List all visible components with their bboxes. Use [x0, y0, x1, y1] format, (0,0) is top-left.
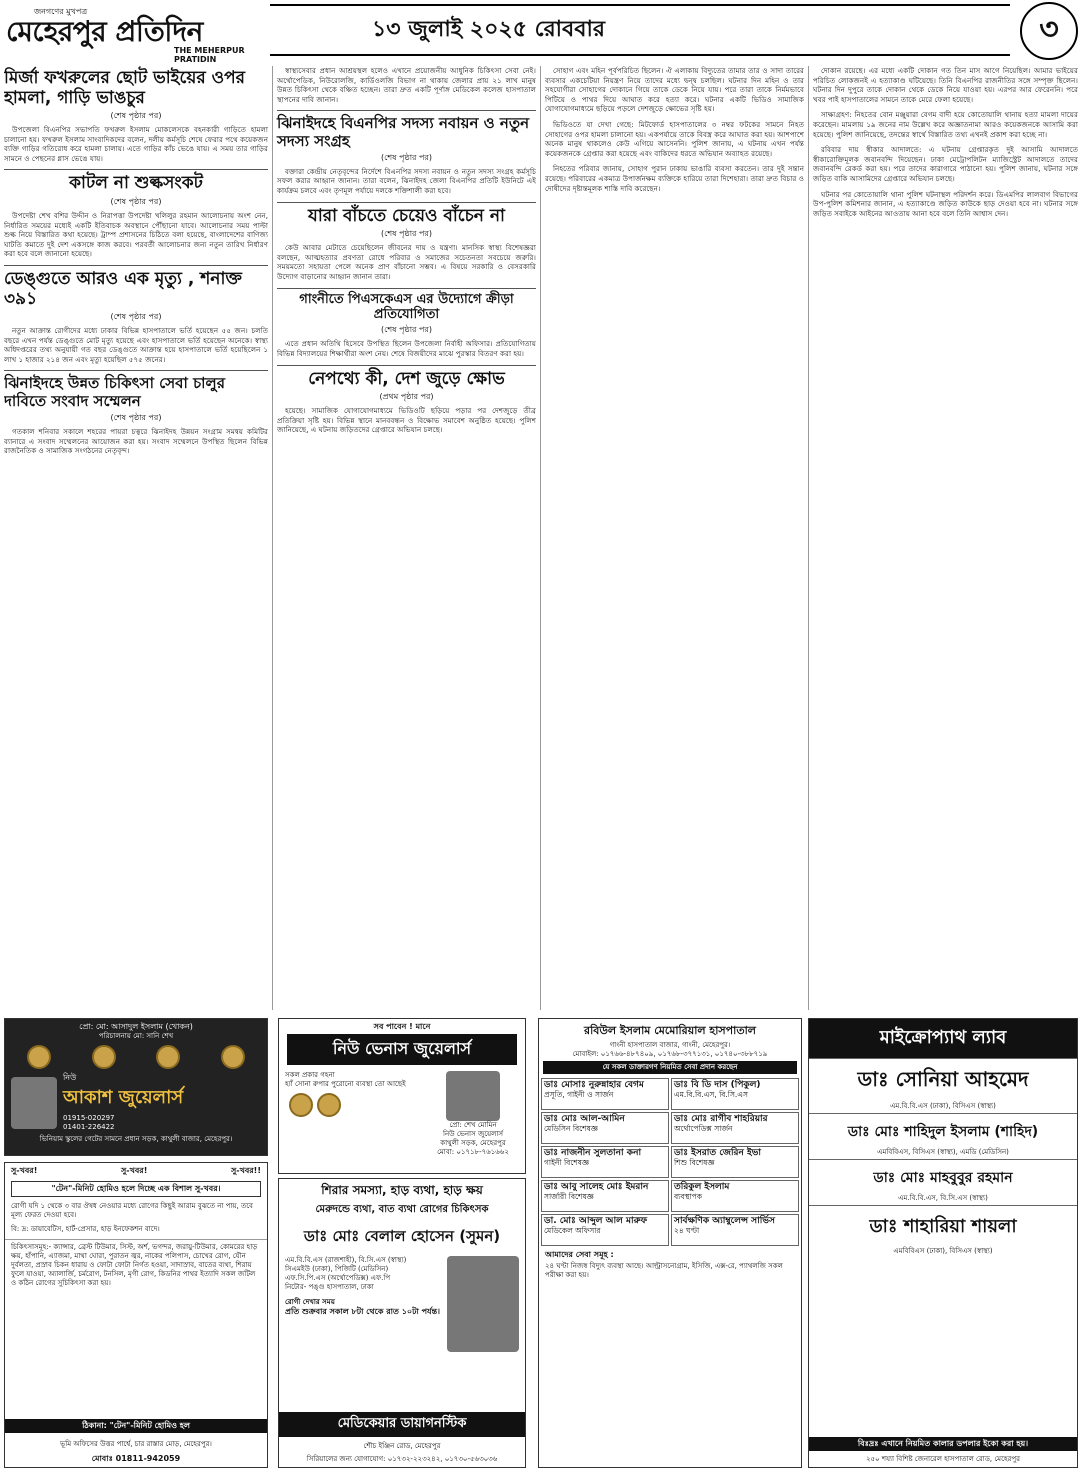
story-headline: ঝিনাইদহে বিএনপির সদস্য নবায়ন ও নতুন সদস্য সংগ্রহ	[277, 114, 530, 150]
doctor-entry-name: ডাঃ বি ডি দাস (পিকুল)	[674, 1080, 761, 1090]
doctor-entry-note: শিশু বিশেষজ্ঞ	[674, 1158, 715, 1167]
divider	[4, 370, 268, 371]
lab-doctor-name: ডাঃ মোঃ মাহবুবুর রহমান	[873, 1170, 1013, 1186]
story-tariff-crisis	[4, 174, 268, 259]
venus-brand: নিউ ভেনাস জুয়েলার্স	[287, 1034, 517, 1065]
story-sohag-murder-4	[813, 66, 1078, 104]
story-body: ঘটনার পর কোতোয়ালি থানা পুলিশ ঘটনাস্থল পরিদর্শন করে। ডিএমপির লালবাগ বিভাগের উপ-পুলিশ কমিশনার জানান, এ হত্যাকাণ্ডে জড়িত কাউকে ছাড় দেওয়া হবে না। ঘটনার সঙ্গে জড়িত সবাইকে আইনের আওতায় আনা হবে বলে তিনি আশ্বাস দেন।	[813, 189, 1078, 218]
ad-dr-belal-hossain	[278, 1178, 526, 1468]
ad-robiul-islam-hospital	[538, 1018, 802, 1468]
doctor-entry-note: ২৪ ঘণ্টা	[674, 1226, 700, 1235]
doctor-entry-note: গাইনী বিশেষজ্ঞ	[544, 1158, 590, 1167]
venus-owner: প্রো: শেখ মোমিন	[449, 1121, 497, 1129]
doctor-ad-subhead: মেরুদন্ডে ব্যথা, বাত ব্যথা রোগের চিকিৎসক	[315, 1204, 489, 1215]
story-body: দোকান রয়েছে। এর মধ্যে একটি দোকান গত তিন মাস আগে নিয়েছিল। আমার ভাইয়ের পরিচিত লোকজনই এ হত্যাকাণ্ড ঘটিয়েছে। তিনি বিএনপির রাজনীতির সঙ্গে সম্পৃক্ত ছিলেন। ঘটনার দিন দুপুরে তাকে দোকান থেকে ডেকে নিয়ে যাওয়া হয়। এরপর আর ফেরেননি। পরে খবর পাই হাসপাতালের সামনে তাকে মেরে ফেলা হয়েছে।	[813, 66, 1078, 104]
venus-phone: মোবা: ০১৭১৮-৭৬১৬৬২	[437, 1148, 509, 1156]
story-body: সোহাগ এবং মহিন পূর্বপরিচিত ছিলেন। ঐ এলাকায় বিদ্যুতের তামার তার ও সাদা তারের ব্যবসার একচেটিয়া নিয়ন্ত্রণ নিয়ে তাদের মধ্যে দ্বন্দ্ব চলছিল। ঘটনার দিন মহিন ও তার সহযোগীরা সোহাগের দোকানে গিয়ে তাকে ডেকে নিয়ে যায়। পরে তারা তাকে নির্মমভাবে পিটিয়ে ও পাথর দিয়ে আঘাত করে হত্যা করে। ঘটনার একটি ভিডিও সামাজিক যোগাযোগমাধ্যমে ছড়িয়ে পড়লে দেশজুড়ে ক্ষোভের সৃষ্টি হয়।	[545, 66, 804, 114]
doctor-entry-note: মেডিসিন বিশেষজ্ঞ	[544, 1124, 598, 1133]
story-fakhrul-brother	[4, 69, 268, 163]
newspaper-title: মেহেরপুর প্রতিদিন	[6, 15, 203, 48]
good-news-tag: সু-খবর!!	[230, 1166, 261, 1175]
story-body: রবিবার দায় স্বীকার আদালতে: এ ঘটনায় গ্রেপ্তারকৃত দুই আসামি আদালতে স্বীকারোক্তিমূলক জবানবন্দি দিয়েছেন। ঢাকা মেট্রোপলিটন ম্যাজিস্ট্রেট আদালতে তাদের জবানবন্দি রেকর্ড করা হয়। পরে তাদের কারাগারে পাঠানো হয়। পুলিশ জানায়, ঘটনার সঙ্গে জড়িত বাকি আসামিদের গ্রেপ্তারে অভিযান চলছে।	[813, 145, 1078, 183]
story-sohag-murder-1	[545, 66, 804, 114]
story-nationwide-anger	[277, 370, 536, 435]
divider	[277, 202, 536, 203]
good-news-tag: সু-খবর!	[11, 1166, 38, 1175]
doctor-entry-name: ডাঃ মোসাঃ নুরুন্নাহার বেগম	[544, 1080, 644, 1090]
doctor-entry-note: ব্যবস্থাপক	[674, 1192, 703, 1201]
ad-phone: 01401-226422	[63, 1123, 115, 1131]
venus-owner-sub: নিউ ভেনাস জুয়েলার্স	[442, 1130, 504, 1138]
venus-address: কাথুলী সড়ক, মেহেরপুর	[440, 1139, 506, 1147]
homeo-treatments: চিকিৎসাসমূহ:- ক্যান্সার, ব্রেস্ট টিউমার, সিস্ট, অর্শ, ভগন্দর, জরায়ু-টিউমার, কোমরের হাড় ক্ষয়, হাঁপানি, এ্যাজমা, মাথা ঘোরা, পুরাতন জ্বর, নাকের পলিপাস, চোখের রোগ, যৌন দুর্বলতা, প্রস্রাব চিকন ধারায় ও ফোটা ফোটা নির্গত হওয়া, সাদাস্রাব, বাতের ব্যথা, শিরায় ফুলে যাওয়া, অ্যালার্জি, চর্মরোগ, টনসিল, মৃগী রোগ, কিডনির পাথর ইত্যাদি সকল জটিল ও কঠিন রোগের সুচিকিৎসা করা হয়।	[5, 1239, 267, 1291]
story-body: নতুন আক্রান্ত রোগীদের মধ্যে ঢাকার বিভিন্ন হাসপাতালে ভর্তি হয়েছেন ৫৫ জন। চলতি বছরে এখন পর্যন্ত ডেঙ্গুতে মোট মৃত্যু হয়েছে এবং হাসপাতালে ভর্তি হয়েছেন অনেকে। স্বাস্থ্য অধিদপ্তরের তথ্য অনুযায়ী গত বছর ডেঙ্গুতে আক্রান্ত হয়ে হাসপাতালে ভর্তি হয়েছিলেন ১ লাখ ১ হাজার ২১৪ জন এবং মৃত্যু হয়েছিল ৫৭৫ জনের।	[4, 326, 268, 364]
diagnostic-center: মেডিকেয়ার ডায়াগনস্টিক	[279, 1412, 525, 1437]
lab-doctor-degree: এমবিবিএস, বিসিএস (স্বাস্থ্য), এমডি (মেডিসিন)	[877, 1148, 1009, 1156]
story-body: নিহতের পরিবার জানায়, সোহাগ পুরান ঢাকায় ভাঙারি ব্যবসা করতেন। তার দুই সন্তান রয়েছে। পরিবারের একমাত্র উপার্জনক্ষম ব্যক্তিকে হারিয়ে তারা দিশেহারা। তারা দ্রুত বিচার ও দোষীদের দৃষ্টান্তমূলক শাস্তি দাবি করেছেন।	[545, 164, 804, 193]
continuation-note: (শেষ পৃষ্ঠার পর)	[110, 111, 162, 121]
story-sohag-murder-7	[813, 190, 1078, 219]
story-body: ভিডিওতে যা দেখা গেছে: মিটফোর্ড হাসপাতালের ৩ নম্বর ফটকের সামনে নিহত সোহাগের ওপর হামলা চালানো হয়। একপর্যায়ে তাকে বিবস্ত্র করে আঘাত করা হয়। আশপাশে অনেক মানুষ থাকলেও কেউ এগিয়ে আসেননি। পুলিশ জানায়, এ ঘটনায় এখন পর্যন্ত কয়েকজনকে গ্রেপ্তার করা হয়েছে এবং বাকিদের ধরতে অভিযান অব্যাহত রয়েছে।	[545, 119, 804, 158]
story-headline: যারা বাঁচতে চেয়েও বাঁচেন না	[308, 205, 505, 226]
ad-ten-minute-homeo	[4, 1162, 268, 1468]
story-health-continuation	[277, 66, 536, 104]
ad-akash-jewellers	[4, 1018, 268, 1156]
good-news-tag: সু-খবর!	[120, 1166, 148, 1175]
ad-phone: 01915-020297	[63, 1114, 115, 1122]
lab-doctor	[809, 1159, 1077, 1205]
masthead	[0, 0, 1081, 62]
doctor-entry	[541, 1078, 669, 1110]
story-body: উপদেষ্টা শেখ বশির উদ্দীন ও নিরাপত্তা উপদেষ্টা খলিলুর রহমান আলোচনায় অংশ নেন, নির্ধারিত সময়ের মধ্যেই একটি ইতিবাচক অবস্থানে পৌঁছানো যাবে। আলোচনার সময় পাল্টা শুল্ক নিয়ে বিস্তারিত কথা হয়েছে। ট্রাম্প প্রশাসনের চিঠিতে বলা হয়েছে, বাংলাদেশের বাণিজ্য ঘাটতি কমাতে দুই দেশ একসঙ্গে কাজ করবে। পরবর্তী আলোচনার জন্য নতুন তারিখ নির্ধারণ করা হবে বলে জানানো হয়েছে।	[4, 211, 268, 259]
column-2	[272, 66, 536, 1010]
story-body: উপজেলা বিএনপির সভাপতি ফখরুল ইসলাম মোকলেসকে বহনকারী গাড়িতে হামলা চালানো হয়। ফখরুল ইসলাম সাংবাদিকদের বলেন, দলীয় কর্মসূচি শেষে ফেরার পথে কয়েকজন ব্যক্তি গাড়ির গতিরোধ করে হামলা চালায়। এতে গাড়ির কাঁচ ভেঙে যায়। এ সময় তার গাড়ির সামনে ও পেছনের গ্লাস ভেঙে যায়।	[4, 125, 268, 163]
doctor-entry-note: প্রসূতি, গাইনী ও সার্জন	[544, 1090, 614, 1099]
masthead-slogan: জনগণের মুখপত্র	[34, 7, 88, 16]
doctor-entry-note: এম.বি.বি.এস, বি.সি.এস	[674, 1090, 748, 1099]
brand-prefix: নিউ	[63, 1073, 77, 1082]
doctor-entry-note: মেডিকেল অফিসার	[544, 1226, 601, 1235]
story-body: স্বাস্থ্যসেবার প্রধান আশ্রয়স্থল হলেও এখানে প্রয়োজনীয় আধুনিক চিকিৎসা সেবা নেই। অর্থোপেডিক, নিউরোলজি, কার্ডিওলজি বিভাগ না থাকায় জেলার প্রায় ২১ লাখ মানুষ উন্নত চিকিৎসা থেকে বঞ্চিত হচ্ছেন। তারা দ্রুত একটি পূর্ণাঙ্গ মেডিকেল কলেজ হাসপাতাল স্থাপনের দাবি জানান।	[277, 66, 536, 104]
homeo-headline: "টেন"-মিনিট হোমিও হলে দিচ্ছে এক বিশাল সু-খবর।	[11, 1181, 261, 1197]
hospital-name: রবিউল ইসলাম মেমোরিয়াল হাসপাতাল	[584, 1024, 756, 1037]
continuation-note: (শেষ পৃষ্ঠার পর)	[381, 229, 432, 239]
homeo-offer: রোগী যদি ১ থেকে ৩ বার ঔষধ নেওয়ার মধ্যে রোগের কিছুই আরাম বুঝতে না পায়, তবে মূল্য ফেরত দেওয়া হবে।	[11, 1202, 253, 1219]
story-sohag-murder-5	[813, 110, 1078, 139]
hospital-address: গাংনী হাসপাতাল বাজার, গাংনী, মেহেরপুর।	[609, 1041, 731, 1049]
story-sohag-murder-6	[813, 145, 1078, 183]
jewellery-icon	[221, 1045, 245, 1069]
doctor-entry-name: ডাঃ মোঃ আল-আমিন	[544, 1114, 625, 1124]
lab-doctor-name: ডাঃ শাহারিয়া শায়লা	[869, 1216, 1017, 1237]
visiting-time-label: রোগী দেখার সময়	[285, 1298, 335, 1306]
story-bnp-membership	[277, 115, 536, 195]
homeo-note: বি: দ্র: ডায়াবেটিস, হার্ট-প্রেসার, হাড় ইনফেকশন বাদে।	[11, 1225, 160, 1233]
lab-footer-note: বিঃদ্রঃ এখানে নিয়মিত কালার ডপলার ইকো করা হয়।	[809, 1437, 1077, 1451]
continuation-note: (শেষ পৃষ্ঠার পর)	[381, 152, 432, 162]
doctor-degree: এফ.সি.পি.এস (অর্থোপেডিক্স) এফ.পি	[285, 1274, 391, 1282]
doctor-entry	[541, 1214, 669, 1246]
doctor-ad-head: শিরার সমস্যা, হাড় ব্যথা, হাড় ক্ষয়	[321, 1183, 483, 1197]
story-suicide	[277, 207, 536, 282]
doctor-entry	[541, 1180, 669, 1212]
story-body: বক্তারা কেন্দ্রীয় নেতৃবৃন্দের নির্দেশে বিএনপির সদস্য নবায়ন ও নতুন সদস্য সংগ্রহ কর্মসূচি সফল করার আহ্বান জানান। তারা বলেন, ঝিনাইদহ জেলা বিএনপির প্রতিটি ইউনিটে এই কার্যক্রম চলবে এবং তৃণমূল পর্যায়ে দলকে শক্তিশালী করা হবে।	[277, 166, 536, 196]
hospital-phone: মোবাইল: ০১৭৬৬-৪৮৭৪০৯, ০১৭৬৮-৩৭৭১৩১, ০১৭৪০-৩৮৮৭১৯	[572, 1050, 768, 1058]
doctor-entry	[541, 1146, 669, 1178]
serial-contact: সিরিয়ালের জন্য যোগাযোগ: ০১৭৩২-২২৩২৪২, ০১৭৩০-৫৬৩০৩৬	[306, 1455, 498, 1463]
owner-photo	[446, 1071, 500, 1121]
story-jhenaidah-press	[4, 375, 268, 455]
doctor-degree: এম.বি.বি.এস (রাজশাহী), বি.সি.এস (স্বাস্থ্য)	[285, 1256, 407, 1264]
jewellery-images	[5, 1041, 267, 1073]
venus-tagline: সব পাবেন ! মানে	[373, 1022, 431, 1031]
doctor-degree: সিএমইউ (ঢাকা), পিজিটি (মেডিসিন)	[285, 1265, 389, 1273]
jewellery-images	[285, 1089, 421, 1121]
story-body: সাক্ষ্যগ্রহণ: নিহতের বোন মঞ্জুয়ারা বেগম বাদী হয়ে কোতোয়ালি থানায় হত্যা মামলা দায়ের করেছেন। মামলায় ১৯ জনের নাম উল্লেখ করে অজ্ঞাতনামা আরও কয়েকজনকে আসামি করা হয়েছে। পুলিশ জানিয়েছে, তদন্তের স্বার্থে বিস্তারিত তথ্য এখনই প্রকাশ করা হচ্ছে না।	[813, 110, 1078, 139]
doctor-entry-name: ডাঃ আবু সালেহ মোঃ ইমরান	[544, 1182, 649, 1192]
services-text: ২৪ ঘণ্টা নিজস্ব বিদ্যুৎ ব্যবস্থা আছে। আল্ট্রাসনোগ্রাম, ইসিজি, এক্স-রে, প্যাথলজি সকল পরীক্ষা করা হয়।	[545, 1262, 783, 1279]
issue-date: ১৩ জুলাই ২০২৫ রোববার	[372, 17, 606, 42]
doctor-entry-name: তরিকুল ইসলাম	[674, 1182, 730, 1192]
doctor-entry	[671, 1214, 799, 1246]
story-body: এতে প্রধান অতিথি হিসেবে উপস্থিত ছিলেন উপজেলা নির্বাহী অফিসার। প্রতিযোগিতায় বিভিন্ন বিদ্যালয়ের শিক্ষার্থীরা অংশ নেয়। শেষে বিজয়ীদের মাঝে পুরস্কার বিতরণ করা হয়।	[277, 339, 536, 359]
jewellery-icon	[92, 1045, 116, 1069]
lab-doctor-name: ডাঃ সোনিয়া আহমেদ	[857, 1067, 1029, 1091]
story-dengue	[4, 270, 268, 364]
jewellery-icon	[317, 1093, 341, 1117]
story-headline: কাটল না শুল্কসংকট	[69, 173, 203, 194]
story-body: কেউ আবার মেটাতে চেয়েছিলেন জীবনের দায় ও যন্ত্রণা। মানসিক স্বাস্থ্য বিশেষজ্ঞরা বলছেন, আত্মহত্যার প্রবণতা রোধে পরিবার ও সমাজের সচেতনতা সবচেয়ে জরুরি। সময়মতো সহায়তা পেলে অনেক প্রাণ বাঁচানো সম্ভব। এ বিষয়ে সরকারি ও বেসরকারি উদ্যোগ বাড়ানোর আহ্বান জানান তারা।	[277, 243, 536, 281]
continuation-note: (শেষ পৃষ্ঠার পর)	[110, 312, 162, 322]
continuation-note: (শেষ পৃষ্ঠার পর)	[381, 325, 432, 335]
doctor-entry-note: অর্থোপেডিক্স সার্জন	[674, 1124, 733, 1133]
lab-doctor	[809, 1058, 1077, 1113]
story-headline: ডেঙ্গুতে আরও এক মৃত্যু , শনাক্ত ৩৯১	[4, 268, 242, 309]
jewellery-icon	[156, 1045, 180, 1069]
lab-doctor-degree: এমবিবিএস (ঢাকা), বিসিএস (স্বাস্থ্য)	[893, 1247, 993, 1255]
lab-address: ২৫০ শয্যা বিশিষ্ট জেনারেল হাসপাতাল রোড, মেহেরপুর	[865, 1455, 1021, 1463]
continuation-note: (শেষ পৃষ্ঠার পর)	[110, 412, 162, 422]
story-headline: নেপথ্যে কী, দেশ জুড়ে ক্ষোভ	[308, 368, 505, 389]
ad-new-venus-jewellers	[278, 1018, 526, 1174]
story-headline: গাংনীতে পিএসকেএস এর উদ্যোগে ক্রীড়া প্রতিযোগিতা	[299, 291, 514, 322]
lab-doctor-name: ডাঃ মোঃ শাহিদুল ইসলাম (শাহিদ)	[847, 1124, 1039, 1140]
homeo-address: ভূমি অফিসের উত্তর পার্শ্বে, চার রাস্তার মোড়, মেহেরপুর।	[60, 1440, 212, 1448]
owner-photo	[11, 1077, 57, 1129]
continuation-note: (শেষ পৃষ্ঠার পর)	[110, 197, 162, 207]
divider	[277, 288, 536, 289]
homeo-address-label: ঠিকানা: "টেন"-মিনিট হোমিও হল	[5, 1419, 267, 1433]
lab-doctor-degree: এম.বি.বি.এস, বি.সি.এস (স্বাস্থ্য)	[898, 1194, 988, 1202]
continuation-note: (প্রথম পৃষ্ঠার পর)	[379, 392, 434, 402]
doctor-entry	[671, 1078, 799, 1110]
masthead-logo	[4, 4, 266, 64]
lab-brand: মাইক্রোপ্যাথ ল্যাব	[809, 1019, 1077, 1058]
ad-owner: প্রো: মো: আসাদুল ইসলাম (খোকন)	[79, 1022, 193, 1031]
doctor-list	[539, 1076, 801, 1248]
story-sports-competition	[277, 293, 536, 359]
newspaper-subtitle: THE MEHERPUR PRATIDIN	[174, 46, 245, 64]
ad-micropath-lab	[808, 1018, 1078, 1468]
story-headline: ঝিনাইদহে উন্নত চিকিৎসা সেবা চালুর দাবিতে সংবাদ সম্মেলন	[4, 374, 225, 410]
ad-manager: পরিচালনায় মো: সানি শেখ	[98, 1032, 174, 1040]
diagnostic-address: শৌচ ইঞ্জিন রোড, মেহেরপুর	[363, 1442, 441, 1450]
jewellery-icon	[289, 1093, 313, 1117]
story-headline: মির্জা ফখরুলের ছোট ভাইয়ের ওপর হামলা, গাড়ি ভাঙচুর	[4, 68, 246, 108]
doctor-entry	[671, 1180, 799, 1212]
column-4	[808, 66, 1078, 1010]
story-body: হয়েছে। সামাজিক যোগাযোগমাধ্যমে ভিডিওটি ছড়িয়ে পড়ার পর দেশজুড়ে তীব্র প্রতিক্রিয়া সৃষ্টি হয়। বিভিন্ন স্থানে মানববন্ধন ও বিক্ষোভ সমাবেশ অনুষ্ঠিত হয়েছে। পুলিশ জানিয়েছে, এ ঘটনায় জড়িতদের গ্রেপ্তারে অভিযান চলছে।	[277, 406, 536, 435]
story-sohag-murder-2	[545, 120, 804, 158]
page-number: ৩	[1020, 2, 1078, 60]
lab-doctor	[809, 1113, 1077, 1159]
doctor-entry-name: ডা. মোঃ আব্দুল আল মারুফ	[544, 1216, 648, 1226]
advertisement-section	[0, 1014, 1081, 1475]
brand-name: আকাশ জুয়েলার্স	[63, 1087, 184, 1108]
story-sohag-murder-3	[545, 164, 804, 193]
doctor-entry	[541, 1112, 669, 1144]
ad-address: ভিনিয়াম স্কুলের গেটের সামনে প্রধান সড়ক, কাথুলী বাজার, মেহেরপুর।	[39, 1135, 233, 1143]
doctor-entry	[671, 1146, 799, 1178]
doctors-banner: যে সকল ডাক্তারগণ নিয়মিত সেবা প্রদান করছেন	[543, 1061, 797, 1074]
doctor-degree: নিটোর- পঙ্গু হাসপাতাল, ঢাকা	[285, 1283, 374, 1291]
divider	[4, 265, 268, 266]
doctor-photo	[447, 1256, 519, 1352]
services-label: আমাদের সেবা সমূহ :	[545, 1250, 614, 1259]
column-1	[4, 66, 268, 1010]
doctor-entry	[671, 1112, 799, 1144]
doctor-name: ডাঃ মোঃ বেলাল হোসেন (সুমন)	[303, 1227, 501, 1245]
jewellery-icon	[27, 1045, 51, 1069]
venus-line: হ্যাঁ সোনা রুপার পুরোনো ব্যবস্থা তো আছেই	[285, 1080, 406, 1088]
divider	[277, 110, 536, 111]
lab-doctor	[809, 1205, 1077, 1258]
venus-line: সকল প্রকার গহনা	[285, 1071, 335, 1079]
lab-doctor-degree: এম.বি.বি.এস (ঢাকা), বিসিএস (স্বাস্থ্য)	[890, 1102, 996, 1110]
story-body: গতকাল শনিবার সকালে শহরের পায়রা চত্বরে ঝিনাইদহ উন্নয়ন সংগ্রাম সমন্বয় কমিটির ব্যানারে এ সংবাদ সম্মেলনের আয়োজন করা হয়। সংবাদ সম্মেলনে উপস্থিত ছিলেন বিভিন্ন রাজনৈতিক ও সামাজিক সংগঠনের নেতৃবৃন্দ।	[4, 426, 268, 456]
doctor-entry-note: সার্জারী বিশেষজ্ঞ	[544, 1192, 594, 1201]
visiting-time: প্রতি শুক্রবার সকাল ৮টা থেকে রাত ১০টা পর্যন্ত।	[285, 1307, 440, 1316]
doctor-entry-name: ডাঃ নাজনীন সুলতানা কনা	[544, 1148, 642, 1158]
homeo-phone: মোবাঃ 01811-942059	[91, 1454, 181, 1463]
doctor-entry-name: ডাঃ মোঃ রাগীব শাহরিয়ার	[674, 1114, 768, 1124]
doctor-entry-name: সার্বক্ষণিক অ্যাম্বুলেন্স সার্ভিস	[674, 1216, 775, 1226]
divider	[4, 169, 268, 170]
divider	[277, 365, 536, 366]
column-3	[540, 66, 804, 1010]
doctor-entry-name: ডাঃ ইসরাত জেরিন ইভা	[674, 1148, 761, 1158]
